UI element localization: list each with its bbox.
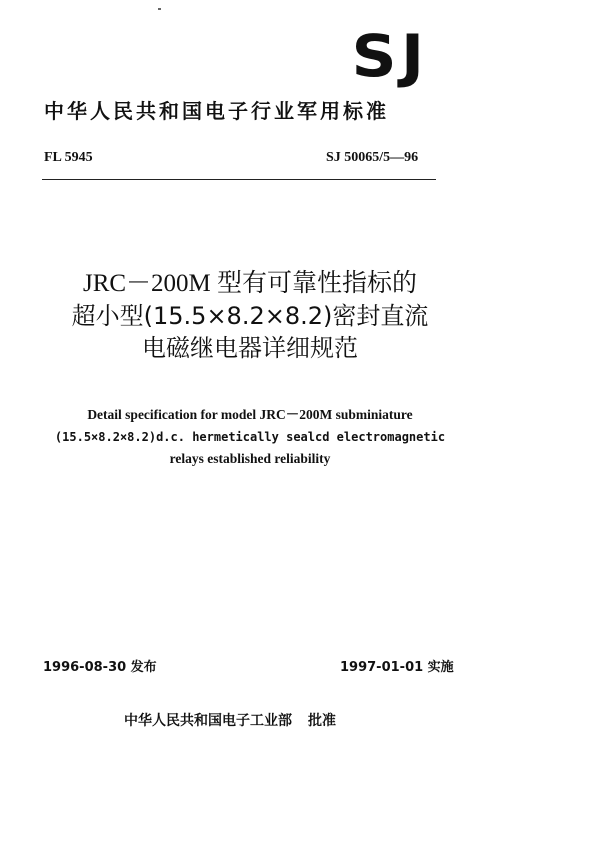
scan-speck [158,8,161,10]
english-title-line-1: Detail specification for model JRC－200M subminiature [87,407,413,422]
chinese-title-line-3: 电磁继电器详细规范 [142,334,358,362]
approval-line [124,710,336,730]
english-title-line-2: (15.5×8.2×8.2)d.c. hermetically sealcd electromagnetic [54,430,446,444]
issue-date: 1996-08-30 发布 [43,660,157,675]
approval-verb: 批准 [308,713,336,729]
chinese-title-line-1: JRC－200M 型有可靠性指标的 [82,270,418,297]
chinese-title [40,268,460,364]
standard-category: 中华人民共和国电子行业军用标准 [44,99,389,123]
header-divider [42,179,436,180]
english-title [40,404,460,470]
sj-logo: SJ [351,22,429,90]
standard-number: SJ 50065/5—96 [326,150,419,165]
implementation-date: 1997-01-01 实施 [340,660,454,675]
classification-code: FL 5945 [44,150,93,165]
chinese-title-line-2: 超小型(15.5×8.2×8.2)密封直流 [71,302,429,330]
approving-authority: 中华人民共和国电子工业部 [124,713,292,729]
english-title-line-3: relays established reliability [169,451,331,466]
